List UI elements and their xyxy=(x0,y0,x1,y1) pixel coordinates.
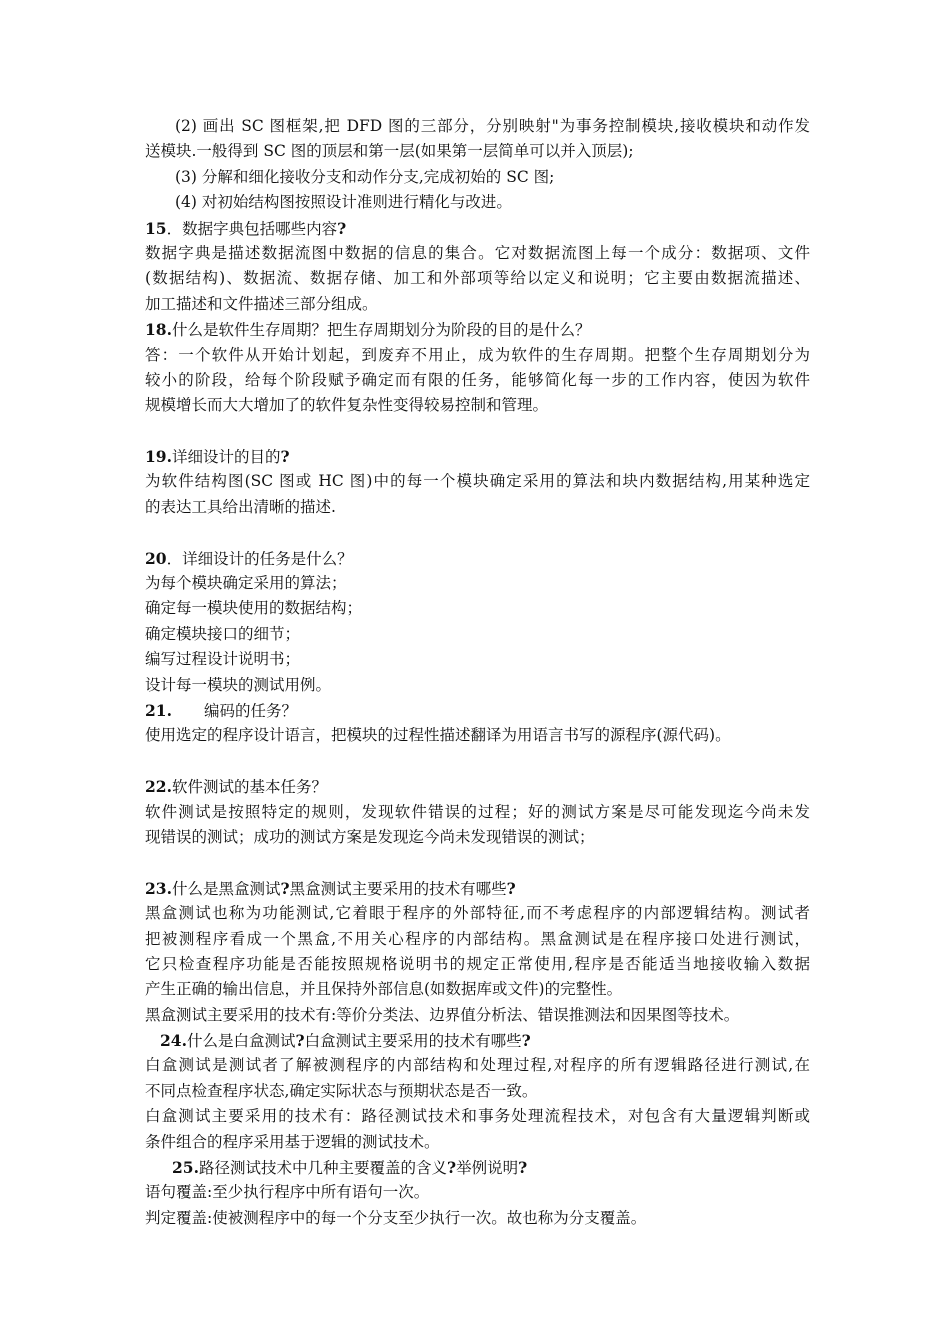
question-20-heading xyxy=(145,546,810,571)
question-title: 编码的任务？ xyxy=(203,701,297,720)
question-title: 详细设计的目的 xyxy=(171,448,281,467)
answer-line: 确定模块接口的细节； xyxy=(145,624,301,643)
question-number: 24. xyxy=(160,1031,187,1051)
answer-line: 产生正确的输出信息，并且保持外部信息(如数据库或文件)的完整性。 xyxy=(145,980,623,999)
answer-line: 它只检查程序功能是否能按照规格说明书的规定正常使用,程序是否能适当地接收输入数据 xyxy=(145,954,810,973)
question-mark: ? xyxy=(337,218,347,238)
question-number: 18. xyxy=(145,320,172,340)
question-21-heading xyxy=(145,698,810,723)
question-mark: ? xyxy=(521,1031,531,1051)
question-number: 19. xyxy=(145,447,172,467)
question-number: 25. xyxy=(172,1158,199,1178)
spacer xyxy=(145,749,810,774)
answer-line: 的表达工具给出清晰的描述. xyxy=(145,497,336,516)
question-mark: ? xyxy=(506,878,516,898)
question-title-2: 黑盒测试主要采用的技术有哪些 xyxy=(289,879,507,898)
answer-line: 为软件结构图(SC 图或 HC 图)中的每一个模块确定采用的算法和块内数据结构,用某种选定 xyxy=(145,472,810,491)
answer-line: 设计每一模块的测试用例。 xyxy=(145,675,332,694)
question-mark: ? xyxy=(518,1158,528,1178)
answer-line: 数据字典是描述数据流图中数据的信息的集合。它对数据流图上每一个成分：数据项、文件 xyxy=(145,243,810,262)
answer-line: (数据结构)、数据流、数据存储、加工和外部项等给以定义和说明；它主要由数据流描述、 xyxy=(145,269,810,288)
answer-line: 规模增长而大大增加了的软件复杂性变得较易控制和管理。 xyxy=(145,396,549,415)
answer-line: 把被测程序看成一个黑盒,不用关心程序的内部结构。黑盒测试是在程序接口处进行测试， xyxy=(145,929,810,948)
question-24-heading xyxy=(145,1028,810,1053)
answer-line: 为每个模块确定采用的算法； xyxy=(145,574,347,593)
question-22-heading xyxy=(145,774,810,799)
question-mark: ? xyxy=(280,878,290,898)
question-title: 什么是软件生存周期？把生存周期划分为阶段的目的是什么？ xyxy=(171,321,591,340)
question-title-2: 白盒测试主要采用的技术有哪些 xyxy=(304,1032,522,1051)
question-separator: ． xyxy=(166,219,183,238)
answer-line: 答：一个软件从开始计划起，到废弃不用止，成为软件的生存周期。把整个生存周期划分为 xyxy=(145,345,810,364)
question-separator: ． xyxy=(166,549,183,568)
answer-line: 加工描述和文件描述三部分组成。 xyxy=(145,294,378,313)
answer-line: 白盒测试主要采用的技术有：路径测试技术和事务处理流程技术，对包含有大量逻辑判断或 xyxy=(145,1107,810,1126)
question-mark: ? xyxy=(280,447,290,467)
question-number: 15 xyxy=(145,218,167,238)
question-19-heading xyxy=(145,444,810,469)
question-mark: ? xyxy=(295,1031,305,1051)
spacer xyxy=(145,850,810,875)
answer-line: 软件测试是按照特定的规则，发现软件错误的过程；好的测试方案是尽可能发现迄今尚未发 xyxy=(145,802,810,821)
answer-line: 判定覆盖:使被测程序中的每一个分支至少执行一次。故也称为分支覆盖。 xyxy=(145,1208,647,1227)
answer-line: 条件组合的程序采用基于逻辑的测试技术。 xyxy=(145,1132,440,1151)
question-title: 详细设计的任务是什么？ xyxy=(182,549,353,568)
answer-line: 现错误的测试；成功的测试方案是发现迄今尚未发现错误的测试； xyxy=(145,827,595,846)
question-title: 路径测试技术中几种主要覆盖的含义 xyxy=(198,1159,447,1178)
spacer xyxy=(145,520,810,545)
answer-line: 确定每一模块使用的数据结构； xyxy=(145,599,363,618)
document-body xyxy=(145,114,810,1231)
question-number: 21. xyxy=(145,700,172,720)
list-item-2: (2) 画出 SC 图框架,把 DFD 图的三部分，分别映射"为事务控制模块,接收模块和动作发 xyxy=(175,117,810,135)
answer-line: 编写过程设计说明书； xyxy=(145,650,301,669)
list-item-3: (3) 分解和细化接收分支和动作分支,完成初始的 SC 图; xyxy=(175,167,555,186)
answer-line: 白盒测试是测试者了解被测程序的内部结构和处理过程,对程序的所有逻辑路径进行测试,在 xyxy=(145,1056,810,1075)
question-number: 22. xyxy=(145,777,172,797)
spacer xyxy=(145,419,810,444)
question-number: 20 xyxy=(145,548,167,568)
question-title: 软件测试的基本任务？ xyxy=(171,778,327,797)
question-15-heading xyxy=(145,216,810,241)
question-18-heading xyxy=(145,317,810,342)
question-number: 23. xyxy=(145,878,172,898)
question-mark: ? xyxy=(446,1158,457,1178)
question-25-heading xyxy=(145,1155,810,1180)
answer-line: 使用选定的程序设计语言，把模块的过程性描述翻译为用语言书写的源程序(源代码)。 xyxy=(145,726,731,745)
question-title: 数据字典包括哪些内容 xyxy=(182,219,338,238)
list-item-4: (4) 对初始结构图按照设计准则进行精化与改进。 xyxy=(175,193,512,212)
answer-line: 黑盒测试也称为功能测试,它着眼于程序的外部特征,而不考虑程序的内部逻辑结构。测试者 xyxy=(145,904,810,923)
question-title: 什么是黑盒测试 xyxy=(171,879,281,898)
answer-line: 较小的阶段，给每个阶段赋予确定而有限的任务，能够简化每一步的工作内容，使因为软件 xyxy=(145,370,810,389)
question-title-2: 举例说明 xyxy=(456,1159,519,1178)
question-title: 什么是白盒测试 xyxy=(186,1032,296,1051)
answer-line: 不同点检查程序状态,确定实际状态与预期状态是否一致。 xyxy=(145,1081,538,1100)
list-item-2-continued: 送模块.一般得到 SC 图的顶层和第一层(如果第一层简单可以并入顶层); xyxy=(145,142,634,161)
answer-line: 语句覆盖:至少执行程序中所有语句一次。 xyxy=(145,1183,430,1202)
question-23-heading xyxy=(145,876,810,901)
answer-line: 黑盒测试主要采用的技术有:等价分类法、边界值分析法、错误推测法和因果图等技术。 xyxy=(145,1005,740,1024)
